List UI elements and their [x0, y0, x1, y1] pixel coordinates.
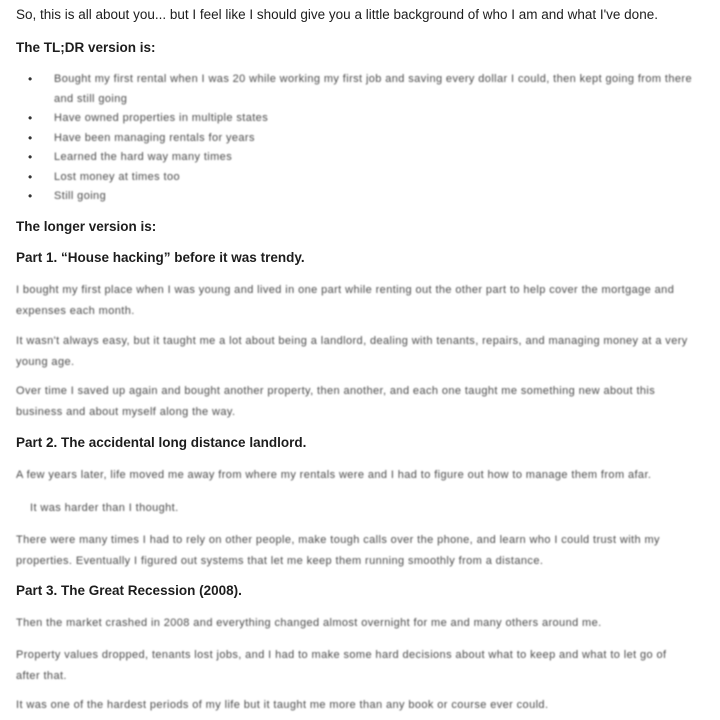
part3-paragraph-2: Property values dropped, tenants lost jobs, and I had to make some hard decisions about what to keep and what to let go of after that.: [16, 649, 667, 682]
part1-paragraph-2: It wasn't always easy, but it taught me a lot about being a landlord, dealing with tenants, repairs, and managing money at a very young age.: [16, 335, 688, 368]
list-item: [16, 168, 706, 188]
list-item: [16, 70, 706, 109]
list-item-text: Have been managing rentals for years: [54, 131, 255, 144]
part1-heading: Part 1. “House hacking” before it was trendy.: [16, 250, 305, 265]
list-item-text: Lost money at times too: [54, 170, 180, 183]
list-item-text: Have owned properties in multiple states: [54, 112, 269, 124]
list-item-text: Bought my first rental when I was 20 while working my first job and saving every dollar I could, then kept going from there and still going: [54, 73, 692, 105]
list-item: [16, 148, 706, 168]
part3-paragraph-1: Then the market crashed in 2008 and everything changed almost overnight for me and many others around me.: [16, 617, 602, 629]
list-item: [16, 109, 706, 129]
tldr-heading: The TL;DR version is:: [16, 40, 156, 55]
list-item-text: Still going: [54, 190, 107, 202]
list-item-text: Learned the hard way many times: [54, 151, 233, 163]
part2-paragraph-1: A few years later, life moved me away from where my rentals were and I had to figure out how to manage them from afar.: [16, 469, 652, 481]
part2-paragraph-2: It was harder than I thought.: [30, 502, 179, 514]
part3-heading: Part 3. The Great Recession (2008).: [16, 583, 242, 598]
intro-text: So, this is all about you... but I feel like I should give you a little background of who I am and what I've done.: [16, 7, 658, 22]
longer-version-heading: The longer version is:: [16, 219, 157, 234]
list-item: [16, 187, 706, 207]
part1-paragraph-3: Over time I saved up again and bought another property, then another, and each one taught me something new about this business and about myself along the way.: [16, 385, 656, 418]
part3-paragraph-3: It was one of the hardest periods of my life but it taught me more than any book or course ever could.: [16, 699, 549, 711]
list-item: [16, 129, 706, 149]
part2-heading: Part 2. The accidental long distance landlord.: [16, 435, 307, 450]
tldr-list: [16, 70, 706, 207]
part1-paragraph-1: I bought my first place when I was young and lived in one part while renting out the other part to help cover the mortgage and expenses each month.: [16, 284, 675, 317]
part2-paragraph-3: There were many times I had to rely on other people, make tough calls over the phone, and learn who I could trust with my properties. Eventually I figured out systems that let me keep them running smoothly from a distance.: [16, 534, 660, 567]
